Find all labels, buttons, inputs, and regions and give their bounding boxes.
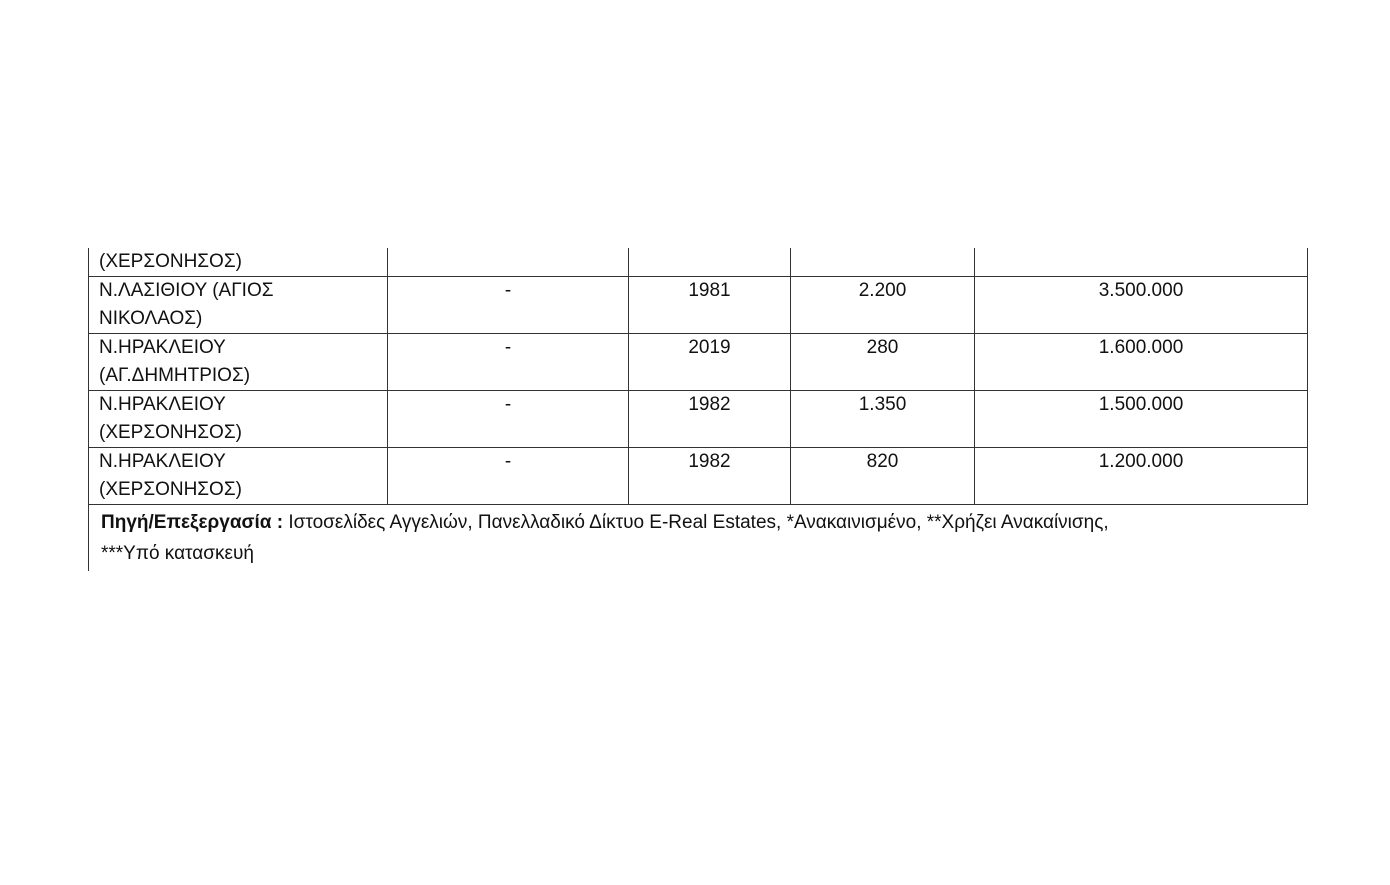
source-note-text: Ιστοσελίδες Αγγελιών, Πανελλαδικό Δίκτυο E-Real Estates, *Ανακαινισμένο, **Χρήζει Ανακαίνισης, — [283, 512, 1109, 533]
year-cell: 1982 — [629, 391, 791, 448]
location-cell — [89, 448, 388, 505]
year-cell: 1982 — [629, 448, 791, 505]
col2-cell — [388, 248, 629, 277]
area-cell: 280 — [791, 334, 975, 391]
price-cell: 3.500.000 — [975, 277, 1308, 334]
table-row — [89, 448, 1308, 505]
col2-cell: - — [388, 334, 629, 391]
area-cell: 2.200 — [791, 277, 975, 334]
year-cell: 1981 — [629, 277, 791, 334]
location-line2: ΝΙΚΟΛΑΟΣ) — [99, 308, 203, 329]
price-cell: 1.600.000 — [975, 334, 1308, 391]
source-note-label: Πηγή/Επεξεργασία : — [101, 512, 284, 533]
source-note — [89, 505, 1308, 572]
location-line1: Ν.ΗΡΑΚΛΕΙΟΥ — [99, 451, 226, 472]
col2-cell: - — [388, 277, 629, 334]
price-cell: 1.500.000 — [975, 391, 1308, 448]
source-note-text-line2: ***Υπό κατασκευή — [101, 543, 254, 564]
table-row — [89, 334, 1308, 391]
col2-cell: - — [388, 448, 629, 505]
table-row — [89, 248, 1308, 277]
location-line2: (ΧΕΡΣΟΝΗΣΟΣ) — [99, 479, 242, 500]
year-cell: 2019 — [629, 334, 791, 391]
year-cell — [629, 248, 791, 277]
table-row — [89, 277, 1308, 334]
area-cell: 820 — [791, 448, 975, 505]
price-cell — [975, 248, 1308, 277]
location-cell — [89, 334, 388, 391]
location-cell — [89, 391, 388, 448]
property-table — [88, 248, 1308, 571]
col2-cell: - — [388, 391, 629, 448]
location-cell: (ΧΕΡΣΟΝΗΣΟΣ) — [89, 248, 388, 277]
price-cell: 1.200.000 — [975, 448, 1308, 505]
area-cell — [791, 248, 975, 277]
location-line1: Ν.ΗΡΑΚΛΕΙΟΥ — [99, 337, 226, 358]
location-line1: Ν.ΗΡΑΚΛΕΙΟΥ — [99, 394, 226, 415]
location-line2: (ΑΓ.ΔΗΜΗΤΡΙΟΣ) — [99, 365, 251, 386]
table-row — [89, 391, 1308, 448]
location-line2: (ΧΕΡΣΟΝΗΣΟΣ) — [99, 422, 242, 443]
location-cell — [89, 277, 388, 334]
note-row — [89, 505, 1308, 572]
location-line1: Ν.ΛΑΣΙΘΙΟΥ (ΑΓΙΟΣ — [99, 280, 274, 301]
area-cell: 1.350 — [791, 391, 975, 448]
